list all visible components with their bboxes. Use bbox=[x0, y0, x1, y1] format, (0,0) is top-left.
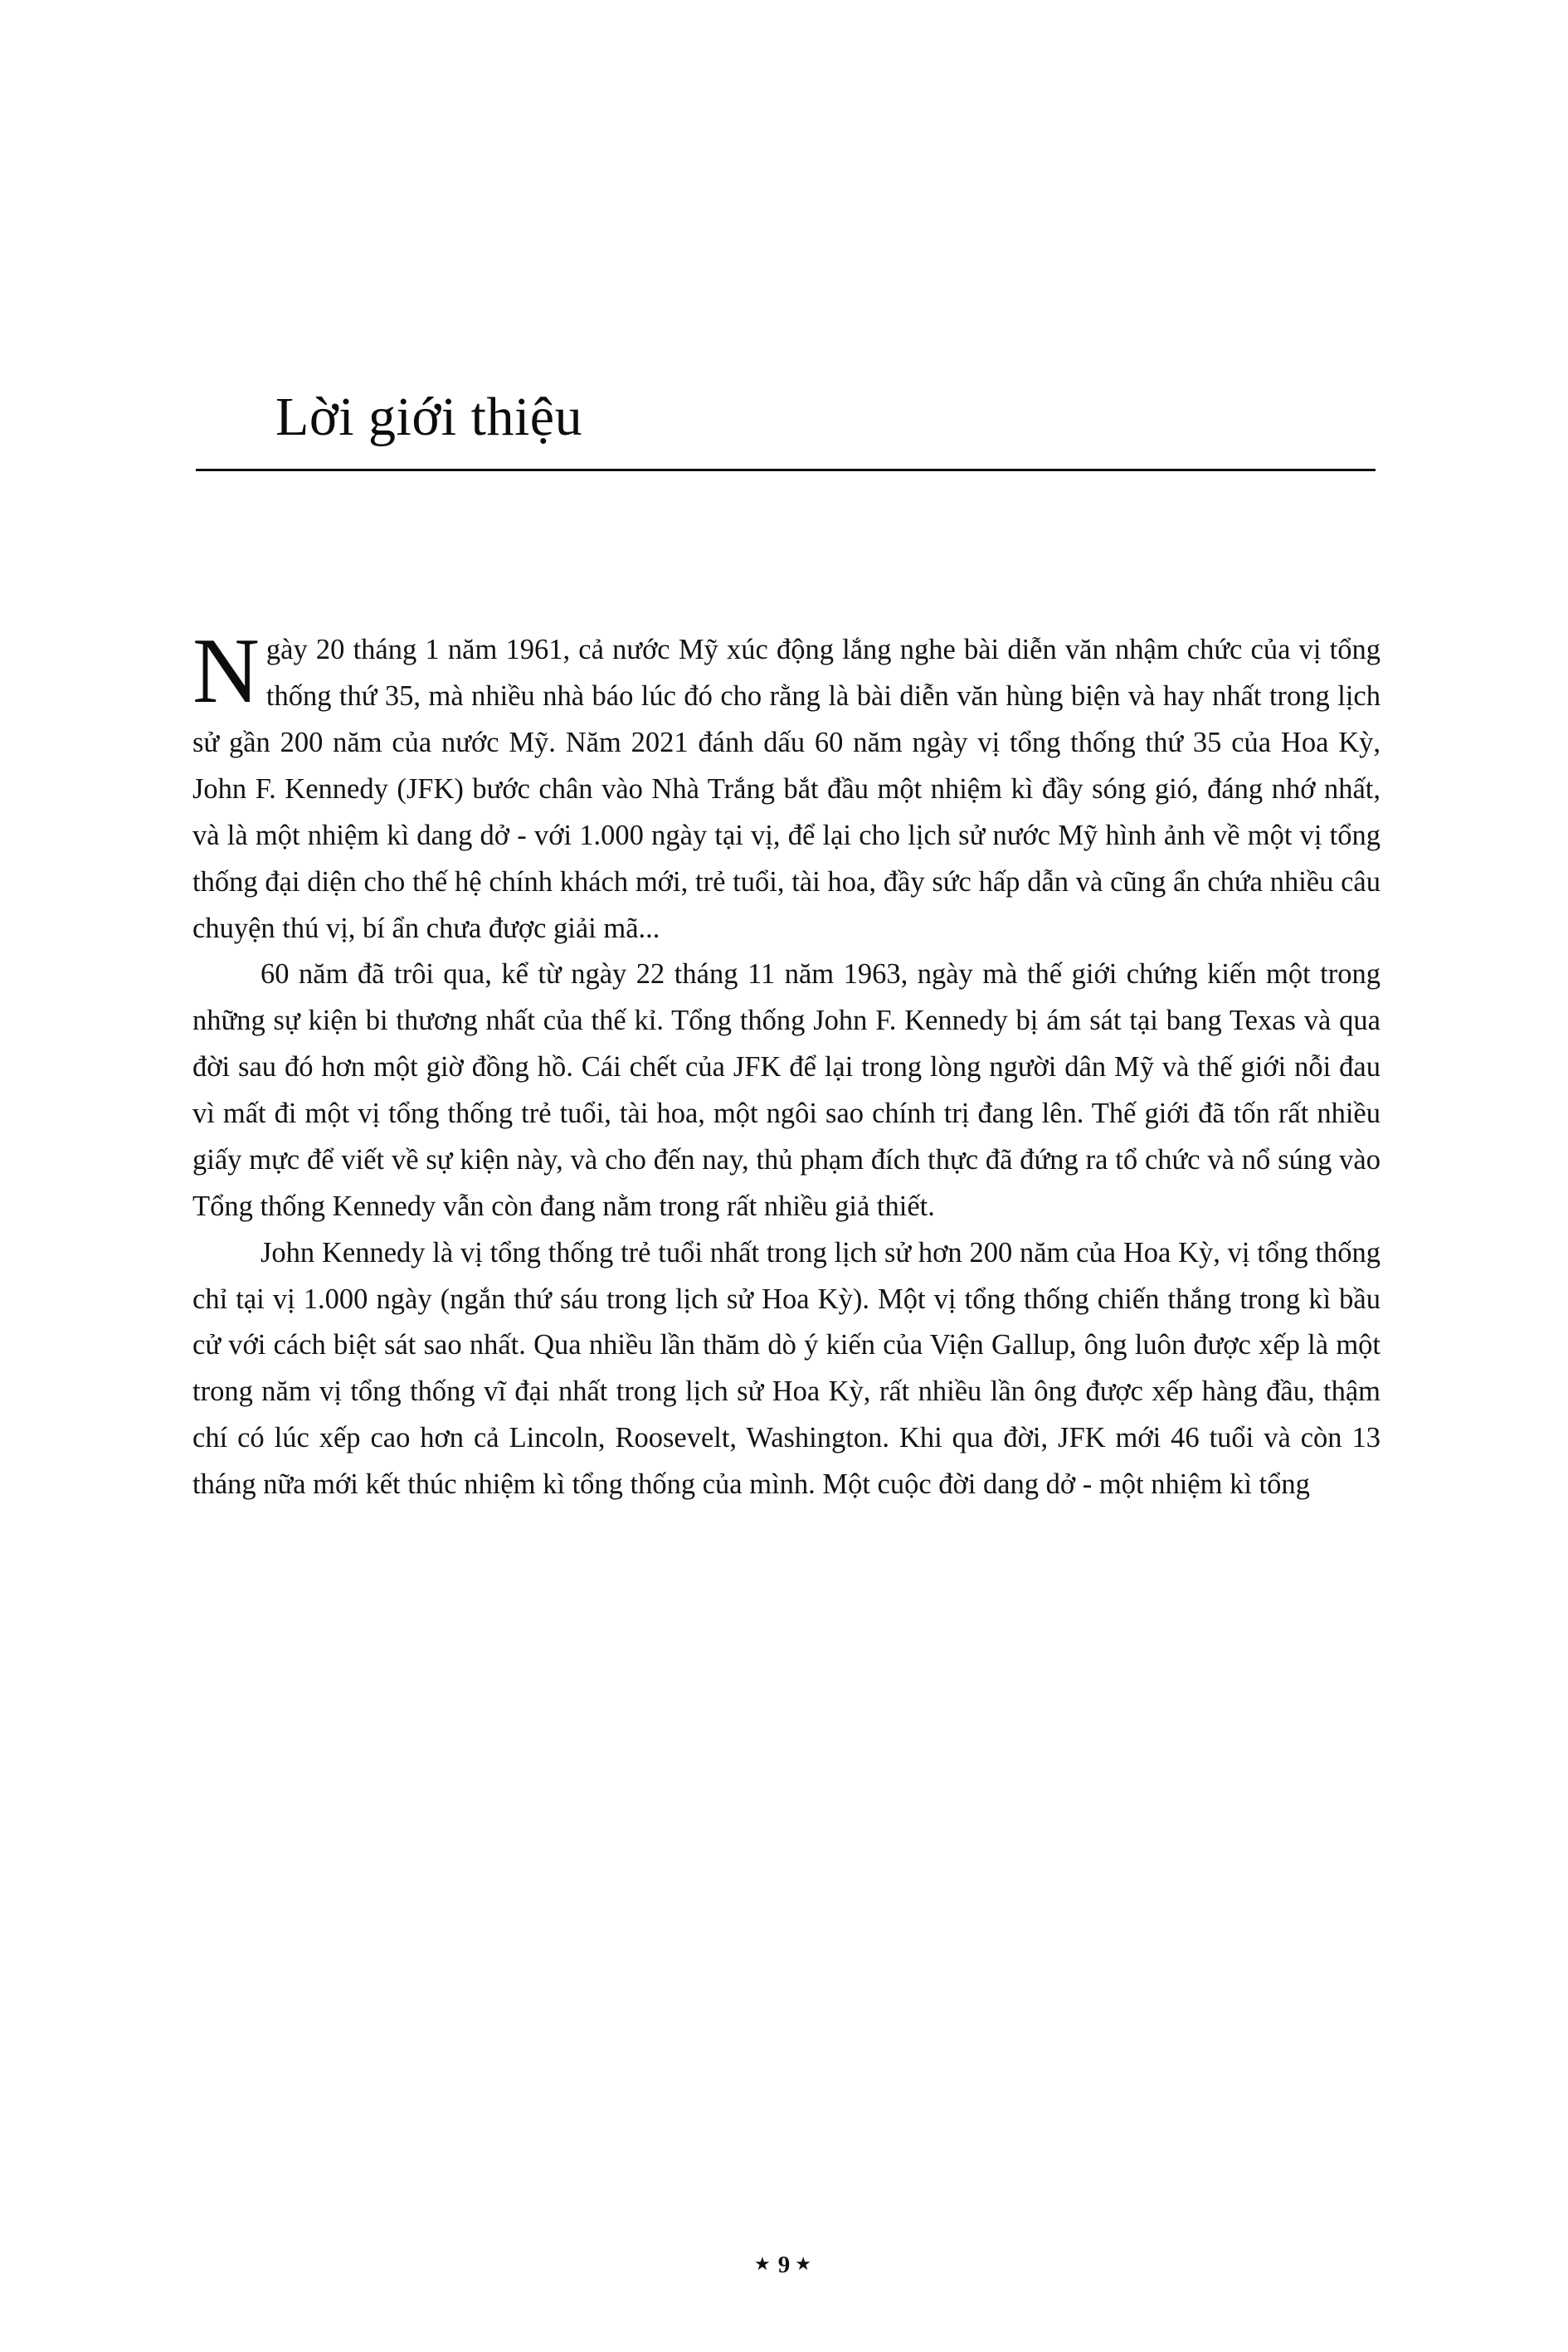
drop-cap: N bbox=[192, 627, 260, 723]
title-divider bbox=[196, 469, 1376, 471]
page-title: Lời giới thiệu bbox=[275, 387, 583, 447]
star-left-icon: ★ bbox=[754, 2253, 773, 2274]
paragraph-3: John Kennedy là vị tổng thống trẻ tuổi nhất trong lịch sử hơn 200 năm của Hoa Kỳ, vị tổng thống chỉ tại vị 1.000 ngày (ngắn thứ sáu trong lịch sử Hoa Kỳ). Một vị tổng thống chiến thắng trong kì bầu cử với cách biệt sát sao nhất. Qua nhiều lần thăm dò ý kiến của Viện Gallup, ông luôn được xếp là một trong năm vị tổng thống vĩ đại nhất trong lịch sử Hoa Kỳ, rất nhiều lần ông được xếp hàng đầu, thậm chí có lúc xếp cao hơn cả Lincoln, Roosevelt, Washington. Khi qua đời, JFK mới 46 tuổi và còn 13 tháng nữa mới kết thúc nhiệm kì tổng thống của mình. Một cuộc đời dang dở - một nhiệm kì tổng bbox=[192, 1236, 1381, 1501]
star-right-icon: ★ bbox=[795, 2253, 814, 2274]
page-footer bbox=[0, 2251, 1568, 2279]
page-content bbox=[192, 0, 1381, 2352]
paragraph-1 bbox=[192, 627, 1381, 952]
paragraph-2: 60 năm đã trôi qua, kể từ ngày 22 tháng 11 năm 1963, ngày mà thế giới chứng kiến một trong những sự kiện bi thương nhất của thế kỉ. Tổng thống John F. Kennedy bị ám sát tại bang Texas và qua đời sau đó hơn một giờ đồng hồ. Cái chết của JFK để lại trong lòng người dân Mỹ và thế giới nỗi đau vì mất đi một vị tổng thống trẻ tuổi, tài hoa, một ngôi sao chính trị đang lên. Thế giới đã tốn rất nhiều giấy mực để viết về sự kiện này, và cho đến nay, thủ phạm đích thực đã đứng ra tổ chức và nổ súng vào Tổng thống Kennedy vẫn còn đang nằm trong rất nhiều giả thiết. bbox=[192, 958, 1381, 1222]
page-number: 9 bbox=[777, 2252, 791, 2278]
paragraph-1-text: gày 20 tháng 1 năm 1961, cả nước Mỹ xúc động lắng nghe bài diễn văn nhậm chức của vị tổng thống thứ 35, mà nhiều nhà báo lúc đó cho rằng là bài diễn văn hùng biện và hay nhất trong lịch sử gần 200 năm của nước Mỹ. Năm 2021 đánh dấu 60 năm ngày vị tổng thống thứ 35 của Hoa Kỳ, John F. Kennedy (JFK) bước chân vào Nhà Trắng bắt đầu một nhiệm kì đầy sóng gió, đáng nhớ nhất, và là một nhiệm kì dang dở - với 1.000 ngày tại vị, để lại cho lịch sử nước Mỹ hình ảnh về một vị tổng thống đại diện cho thế hệ chính khách mới, trẻ tuổi, tài hoa, đầy sức hấp dẫn và cũng ẩn chứa nhiều câu chuyện thú vị, bí ẩn chưa được giải mã... bbox=[192, 634, 1381, 944]
body-text bbox=[192, 627, 1381, 1508]
